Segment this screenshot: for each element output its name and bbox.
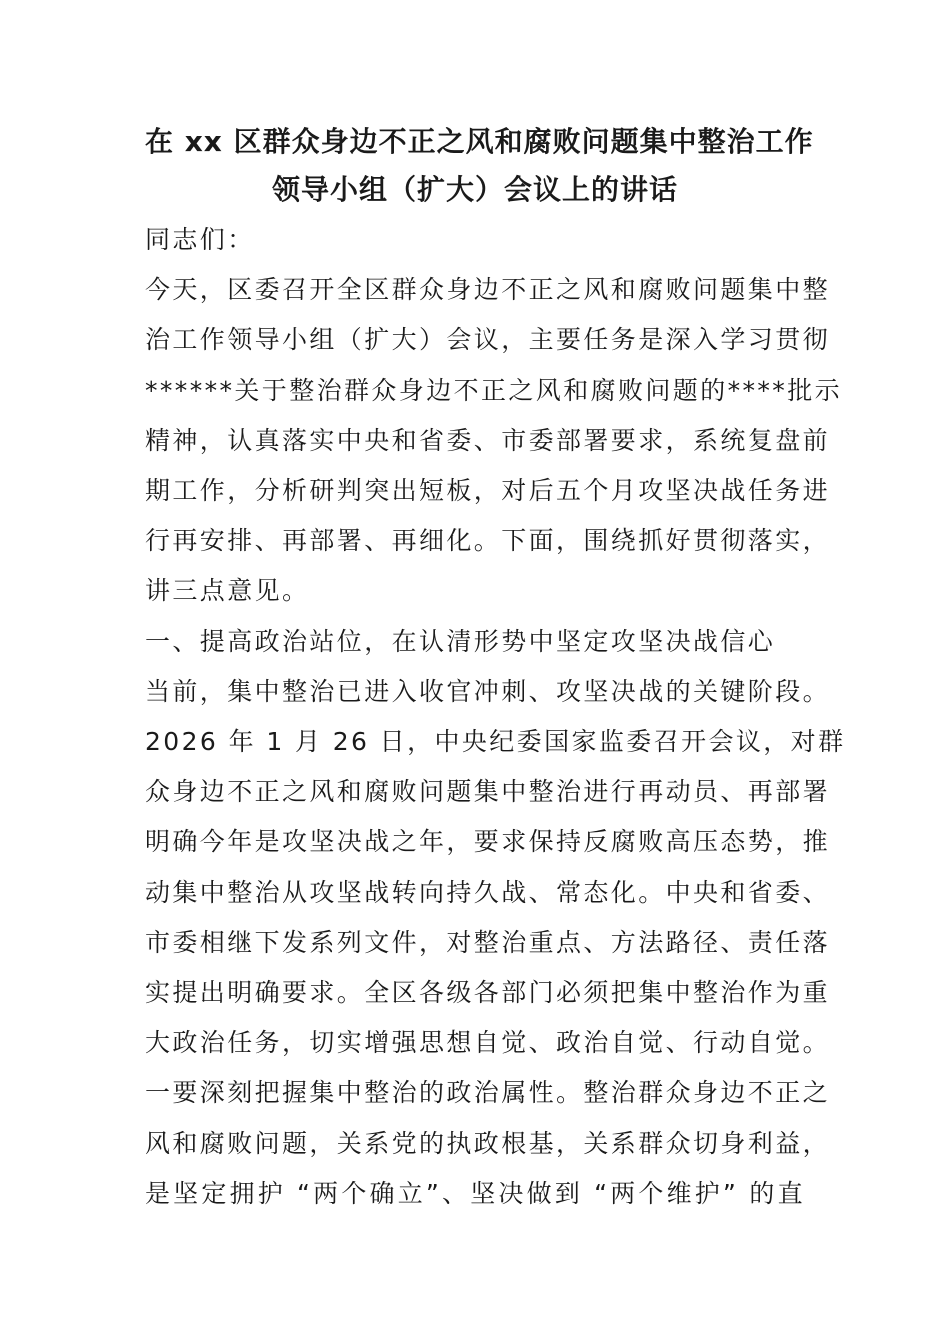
body-text-line: 大政治任务，切实增强思想自觉、政治自觉、行动自觉。 (145, 1028, 831, 1058)
document-title-line-1: 在 xx 区群众身边不正之风和腐败问题集中整治工作 (145, 125, 814, 158)
body-text-line: 精神，认真落实中央和省委、市委部署要求，系统复盘前 (145, 425, 831, 455)
body-text-line: 讲三点意见。 (145, 576, 310, 606)
body-text-line: 同志们： (145, 225, 255, 254)
body-text-line: 治工作领导小组（扩大）会议，主要任务是深入学习贯彻 (145, 325, 831, 355)
body-text-line: 众身边不正之风和腐败问题集中整治进行再动员、再部署 (145, 777, 831, 807)
body-text-line: 风和腐败问题，关系党的执政根基，关系群众切身利益， (145, 1128, 831, 1158)
section-heading: 一、提高政治站位，在认清形势中坚定攻坚决战信心 (145, 626, 776, 656)
document-title-line-2: 领导小组（扩大）会议上的讲话 (271, 173, 678, 206)
body-text-line: 2026 年 1 月 26 日，中央纪委国家监委召开会议，对群 (145, 727, 846, 756)
body-text-line: 今天，区委召开全区群众身边不正之风和腐败问题集中整 (145, 275, 831, 305)
body-text-line: 期工作，分析研判突出短板，对后五个月攻坚决战任务进 (145, 476, 831, 505)
body-text-line: 是坚定拥护 “两个确立”、坚决做到 “两个维护” 的直 (145, 1178, 805, 1208)
body-text-line: 当前，集中整治已进入收官冲刺、攻坚决战的关键阶段。 (145, 676, 831, 706)
body-text-line: 实提出明确要求。全区各级各部门必须把集中整治作为重 (145, 978, 831, 1007)
body-text-line: 行再安排、再部署、再细化。下面，围绕抓好贯彻落实， (145, 526, 831, 556)
body-text-line: 动集中整治从攻坚战转向持久战、常态化。中央和省委、 (145, 877, 831, 907)
body-text-line: ******关于整治群众身边不正之风和腐败问题的****批示 (145, 375, 843, 405)
body-text-line: 一要深刻把握集中整治的政治属性。整治群众身边不正之 (145, 1078, 831, 1108)
body-text-line: 明确今年是攻坚决战之年，要求保持反腐败高压态势，推 (145, 827, 831, 857)
body-text-line: 市委相继下发系列文件，对整治重点、方法路径、责任落 (145, 927, 831, 957)
